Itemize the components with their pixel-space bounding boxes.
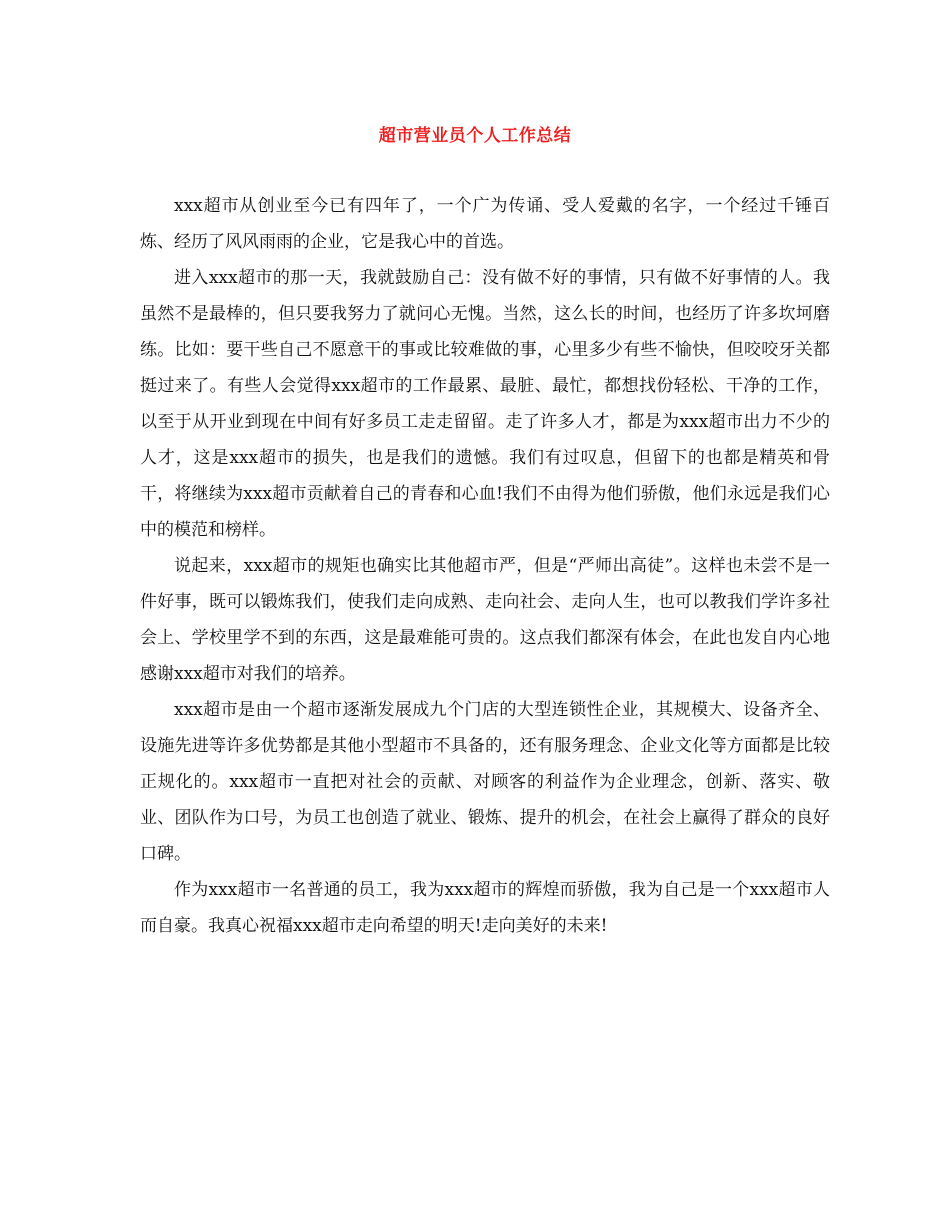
paragraph-3: 说起来，xxx超市的规矩也确实比其他超市严，但是“严师出高徒”。这样也未尝不是一件好事，既可以锻炼我们，使我们走向成熟、走向社会、走向人生，也可以教我们学许多社会上、学校里学不到的东西，这是最难能可贵的。这点我们都深有体会，在此也发自内心地感谢xxx超市对我们的培养。 [140,556,830,684]
paragraph-5: 作为xxx超市一名普通的员工，我为xxx超市的辉煌而骄傲，我为自己是一个xxx超市人而自豪。我真心祝福xxx超市走向希望的明天!走向美好的未来! [140,880,830,936]
paragraph-2: 进入xxx超市的那一天，我就鼓励自己：没有做不好的事情，只有做不好事情的人。我虽然不是最棒的，但只要我努力了就问心无愧。当然，这么长的时间，也经历了许多坎坷磨练。比如：要干些自己不愿意干的事或比较难做的事，心里多少有些不愉快，但咬咬牙关都挺过来了。有些人会觉得xxx超市的工作最累、最脏、最忙，都想找份轻松、干净的工作，以至于从开业到现在中间有好多员工走走留留。走了许多人才，都是为xxx超市出力不少的人才，这是xxx超市的损失，也是我们的遗憾。我们有过叹息，但留下的也都是精英和骨干，将继续为xxx超市贡献着自己的青春和心血!我们不由得为他们骄傲，他们永远是我们心中的模范和榜样。 [140,268,830,540]
paragraph-1: xxx超市从创业至今已有四年了，一个广为传诵、受人爱戴的名字，一个经过千锤百炼、经历了风风雨雨的企业，它是我心中的首选。 [140,196,830,252]
document-title: 超市营业员个人工作总结 [378,126,572,146]
document-body [140,188,830,944]
paragraph-4: xxx超市是由一个超市逐渐发展成九个门店的大型连锁性企业，其规模大、设备齐全、设施先进等许多优势都是其他小型超市不具备的，还有服务理念、企业文化等方面都是比较正规化的。xxx超市一直把对社会的贡献、对顾客的利益作为企业理念，创新、落实、敬业、团队作为口号，为员工也创造了就业、锻炼、提升的机会，在社会上赢得了群众的良好口碑。 [140,700,830,864]
